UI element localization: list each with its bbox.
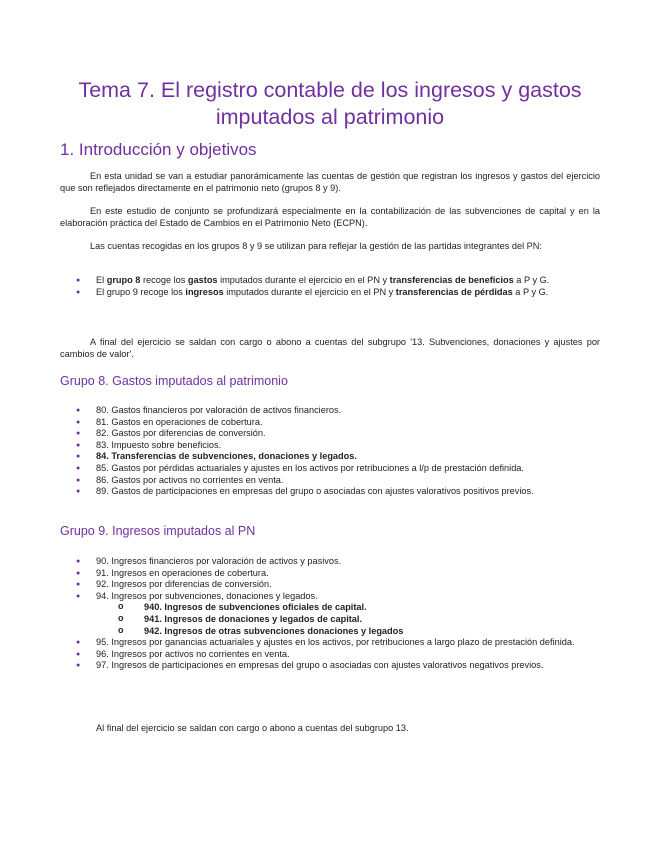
group8-heading: Grupo 8. Gastos imputados al patrimonio — [60, 374, 288, 388]
list-item: ● 91. Ingresos en operaciones de cobertura. — [60, 568, 600, 580]
list-item: ● 85. Gastos por pérdidas actuariales y ajustes en los activos por retribuciones a l/p de prestación definida. — [60, 463, 600, 475]
list-item: ● 81. Gastos en operaciones de cobertura. — [60, 417, 600, 429]
intro-bullet-list — [60, 275, 600, 298]
list-item: ● 96. Ingresos por activos no corrientes en venta. — [60, 649, 600, 661]
intro-paragraph-2: En este estudio de conjunto se profundizará especialmente en la contabilización de las subvenciones de capital y en la elaboración práctica del Estado de Cambios en el Patrimonio Neto (ECPN). — [60, 206, 600, 228]
section-heading-introduccion: 1. Introducción y objetivos — [60, 140, 257, 159]
list-item: ● 92. Ingresos por diferencias de conversión. — [60, 579, 600, 591]
list-item: ● 80. Gastos financieros por valoración de activos financieros. — [60, 405, 600, 417]
sub-list-item: o 940. Ingresos de subvenciones oficiales de capital. — [60, 602, 600, 614]
list-item: ● 95. Ingresos por ganancias actuariales y ajustes en los activos, por retribuciones a largo plazo de prestación definida. — [60, 637, 600, 649]
intro-paragraph-1: En esta unidad se van a estudiar panorámicamente las cuentas de gestión que registran los ingresos y gastos del ejercicio que son reflejados directamente en el patrimonio neto (grupos 8 y 9). — [60, 171, 600, 193]
list-item: ● El grupo 8 recoge los gastos imputados durante el ejercicio en el PN y transferencias de beneficios a P y G. — [60, 275, 600, 287]
list-item: ● 89. Gastos de participaciones en empresas del grupo o asociadas con ajustes valorativos positivos previos. — [60, 486, 600, 498]
title-line-2: imputados al patrimonio — [215, 105, 445, 129]
group9-closing-paragraph: Al final del ejercicio se saldan con cargo o abono a cuentas del subgrupo 13. — [96, 723, 409, 733]
sub-list-item: o 941. Ingresos de donaciones y legados de capital. — [60, 614, 600, 626]
list-item: ● 97. Ingresos de participaciones en empresas del grupo o asociadas con ajustes valorativos negativos previos. — [60, 660, 600, 672]
list-item: ● 86. Gastos por activos no corrientes en venta. — [60, 475, 600, 487]
list-item: ● 82. Gastos por diferencias de conversión. — [60, 428, 600, 440]
group8-list — [60, 405, 600, 498]
document-title — [60, 77, 600, 131]
list-item: ● 94. Ingresos por subvenciones, donaciones y legados. — [60, 591, 600, 603]
list-item: ● 90. Ingresos financieros por valoración de activos y pasivos. — [60, 556, 600, 568]
list-item: ● 84. Transferencias de subvenciones, donaciones y legados. — [60, 451, 600, 463]
list-item: ● El grupo 9 recoge los ingresos imputados durante el ejercicio en el PN y transferencias de pérdidas a P y G. — [60, 287, 600, 299]
intro-paragraph-4: A final del ejercicio se saldan con cargo o abono a cuentas del subgrupo '13. Subvenciones, donaciones y ajustes por cambios de valor'. — [60, 337, 600, 359]
group9-list — [60, 556, 600, 672]
sub-list-item: o 942. Ingresos de otras subvenciones donaciones y legados — [60, 626, 600, 638]
group9-heading: Grupo 9. Ingresos imputados al PN — [60, 524, 256, 538]
title-line-1: Tema 7. El registro contable de los ingresos y gastos — [78, 78, 582, 102]
list-item: ● 83. Impuesto sobre beneficios. — [60, 440, 600, 452]
intro-paragraph-3: Las cuentas recogidas en los grupos 8 y 9 se utilizan para reflejar la gestión de las partidas integrantes del PN: — [90, 241, 542, 251]
